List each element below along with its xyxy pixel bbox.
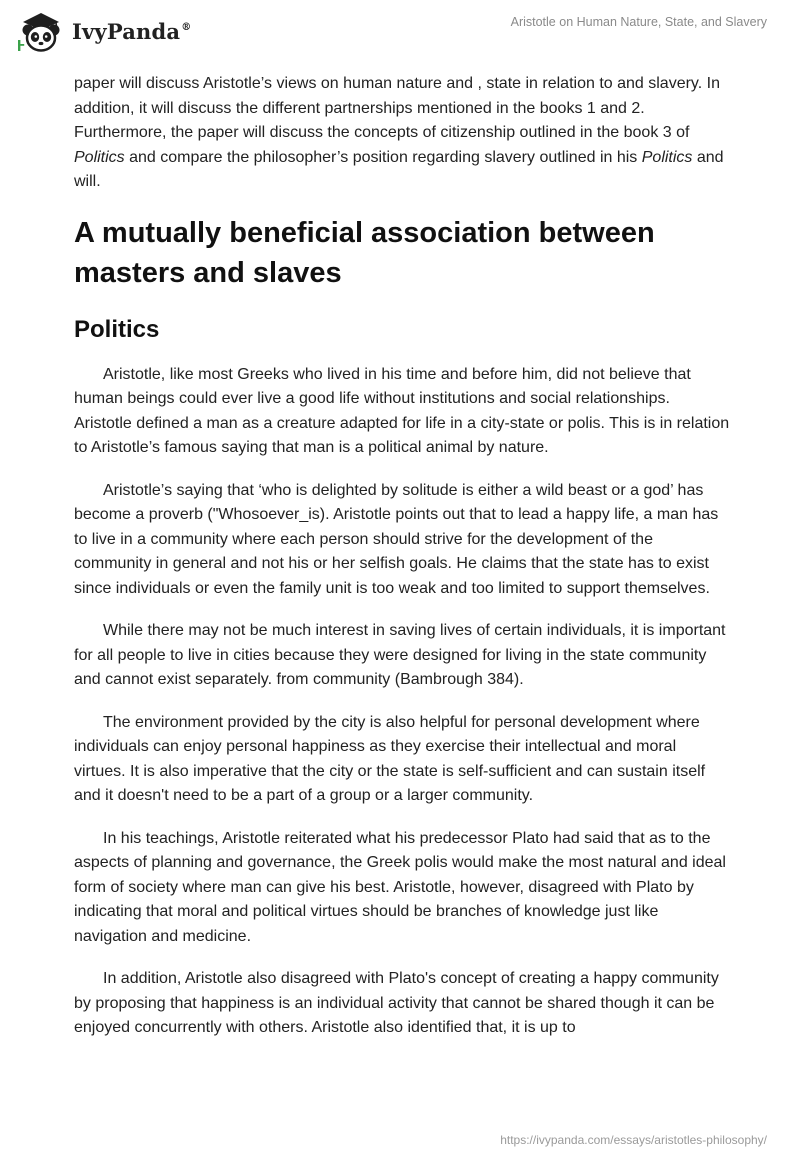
body-paragraph: The environment provided by the city is also helpful for personal development where individuals can enjoy personal happiness as they exercise their intellectual and moral virtues. It is also imperative that the city or the state is self-sufficient and can sustain itself and it doesn't need to be a part of a group or a larger community. [74, 713, 706, 804]
body-paragraph: Aristotle’s saying that ‘who is delighted by solitude is either a wild beast or a god’ has become a proverb ("Whosoever_is). Aristotle points out that to lead a happy life, a man has to live in a community where each person should strive for the development of the community in general and not his or her selfish goals. He claims that the state has to exist since individuals or even the family unit is too weak and too limited to support themselves. [74, 481, 719, 597]
panda-graduate-icon [16, 10, 66, 52]
brand-name: IvyPanda® [72, 18, 192, 44]
body-paragraph: In his teachings, Aristotle reiterated what his predecessor Plato had said that as to the aspects of planning and governance, the Greek polis would make the most natural and ideal form of society where man can give his best. Aristotle, however, disagreed with Plato by indicating that moral and political virtues should be branches of knowledge just like navigation and medicine. [74, 829, 726, 945]
section-heading: A mutually beneficial association between masters and slaves [74, 216, 655, 289]
body-paragraph: In addition, Aristotle also disagreed with Plato's concept of creating a happy community by proposing that happiness is an individual activity that cannot be shared though it can be enjoyed concurrently with others. Aristotle also identified that, it is up to [74, 970, 719, 1036]
ivypanda-logo[interactable] [16, 10, 191, 52]
page-header [0, 0, 800, 64]
body-paragraph: Aristotle, like most Greeks who lived in his time and before him, did not believe that human beings could ever live a good life without institutions and social relationships. Aristotle defined a man as a creature adapted for life in a city-state or polis. This is in relation to Aristotle’s famous saying that man is a political animal by nature. [74, 365, 730, 456]
subsection-heading: Politics [74, 315, 160, 343]
intro-paragraph: paper will discuss Aristotle’s views on human nature and , state in relation to and slavery. In addition, it will discuss the different partnerships mentioned in the books 1 and 2. Furthermore, the paper will discuss the concepts of citizenship outlined in the book 3 of Politics and compare the philosopher’s position regarding slavery outlined in his Politics and will. [74, 75, 724, 190]
body-paragraph: While there may not be much interest in saving lives of certain individuals, it is important for all people to live in cities because they were designed for living in the state community and cannot exist separately. from community (Bambrough 384). [74, 622, 726, 688]
source-url-link[interactable]: https://ivypanda.com/essays/aristotles-philosophy/ [500, 1133, 767, 1147]
article-body [74, 72, 730, 1059]
document-title: Aristotle on Human Nature, State, and Slavery [510, 15, 767, 29]
